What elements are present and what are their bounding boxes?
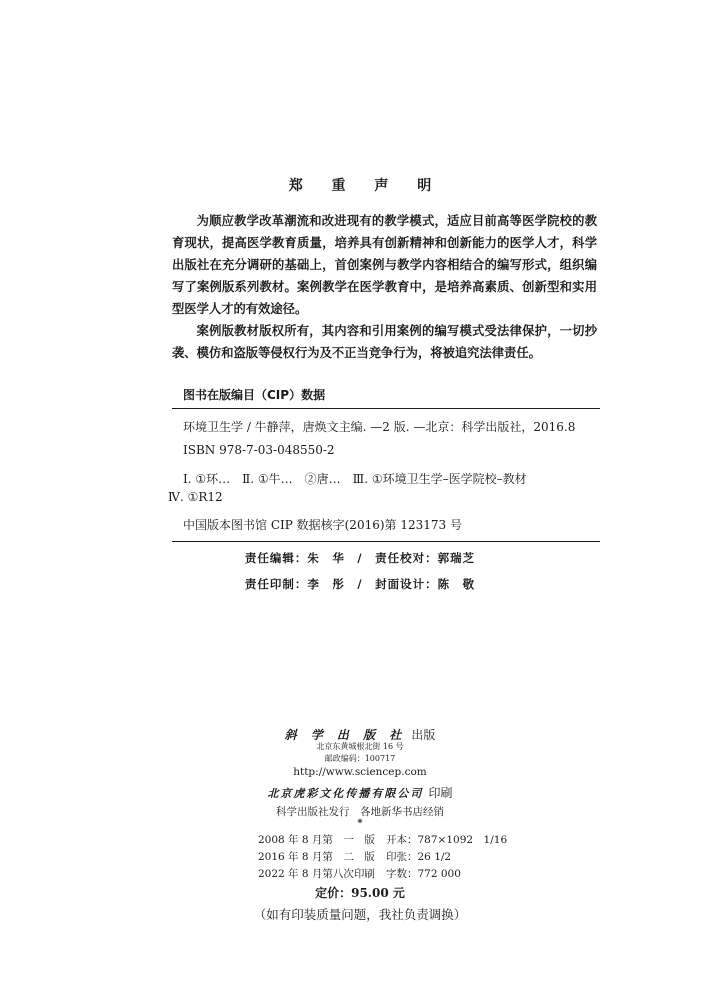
printer-name: 北京虎彩文化传播有限公司 <box>267 787 424 800</box>
cip-header: 图书在版编目（CIP）数据 <box>183 388 326 402</box>
edition-row <box>258 866 507 883</box>
edition-date: 2008 年 8 月第 一 版 <box>258 834 375 846</box>
printer-suffix: 印刷 <box>428 786 453 800</box>
price: 定价：95.00 元 <box>315 886 405 900</box>
statement-title: 郑 重 声 明 <box>288 178 444 194</box>
publisher-name: 斜 学 出 版 社 <box>284 728 407 742</box>
quality-notice: （如有印装质量问题，我社负责调换） <box>253 907 467 922</box>
editor-credits: 责任编辑：朱 华 / 责任校对：郭瑞芝 <box>244 551 476 565</box>
edition-date: 2022 年 8 月第八次印刷 <box>258 868 375 880</box>
edition-row <box>258 832 507 849</box>
statement-paragraph: 案例版教材版权所有，其内容和引用案例的编写模式受法律保护，一切抄袭、模仿和盗版等侵权行为及不正当竞争行为，将被追究法律责任。 <box>172 324 597 360</box>
cip-classification-2: Ⅳ. ①R12 <box>168 490 223 504</box>
edition-date: 2016 年 8 月第 二 版 <box>258 851 375 863</box>
cip-record: 中国版本图书馆 CIP 数据核字(2016)第 123173 号 <box>183 518 462 532</box>
cip-top-rule <box>172 408 600 409</box>
printer-line <box>0 782 720 801</box>
cip-bottom-rule <box>172 541 600 542</box>
edition-spec: 开本：787×1092 1/16 <box>386 834 508 846</box>
cip-isbn: ISBN 978-7-03-048550-2 <box>183 443 335 457</box>
cip-title-line: 环境卫生学 / 牛静萍，唐焕文主编. —2 版. —北京：科学出版社，2016.8 <box>183 420 576 434</box>
separator-star: * <box>357 818 363 829</box>
edition-spec: 印张：26 1/2 <box>386 851 452 863</box>
publisher-address: 北京东黄城根北街 16 号 <box>316 742 404 751</box>
cip-classification-1: Ⅰ. ①环… Ⅱ. ①牛… ②唐… Ⅲ. ①环境卫生学–医学院校–教材 <box>183 472 527 486</box>
publisher-postcode: 邮政编码：100717 <box>324 754 396 763</box>
printing-credits: 责任印制：李 彤 / 封面设计：陈 敬 <box>244 577 476 591</box>
edition-spec: 字数：772 000 <box>386 868 461 880</box>
edition-table <box>258 832 507 883</box>
statement-paragraph: 为顺应教学改革潮流和改进现有的教学模式，适应目前高等医学院校的教育现状，提高医学教育质量，培养具有创新精神和创新能力的医学人才，科学出版社在充分调研的基础上，首创案例与教学内容相结合的编写形式，组织编写了案例版系列教材。案例教学在医学教育中，是培养高素质、创新型和实用型医学人才的有效途径。 <box>172 214 597 316</box>
edition-row <box>258 849 507 866</box>
publisher-url: http://www.sciencep.com <box>293 766 427 778</box>
distribution-line: 科学出版社发行 各地新华书店经销 <box>276 806 444 818</box>
publisher-suffix: 出版 <box>411 728 436 742</box>
statement-body <box>172 210 597 364</box>
